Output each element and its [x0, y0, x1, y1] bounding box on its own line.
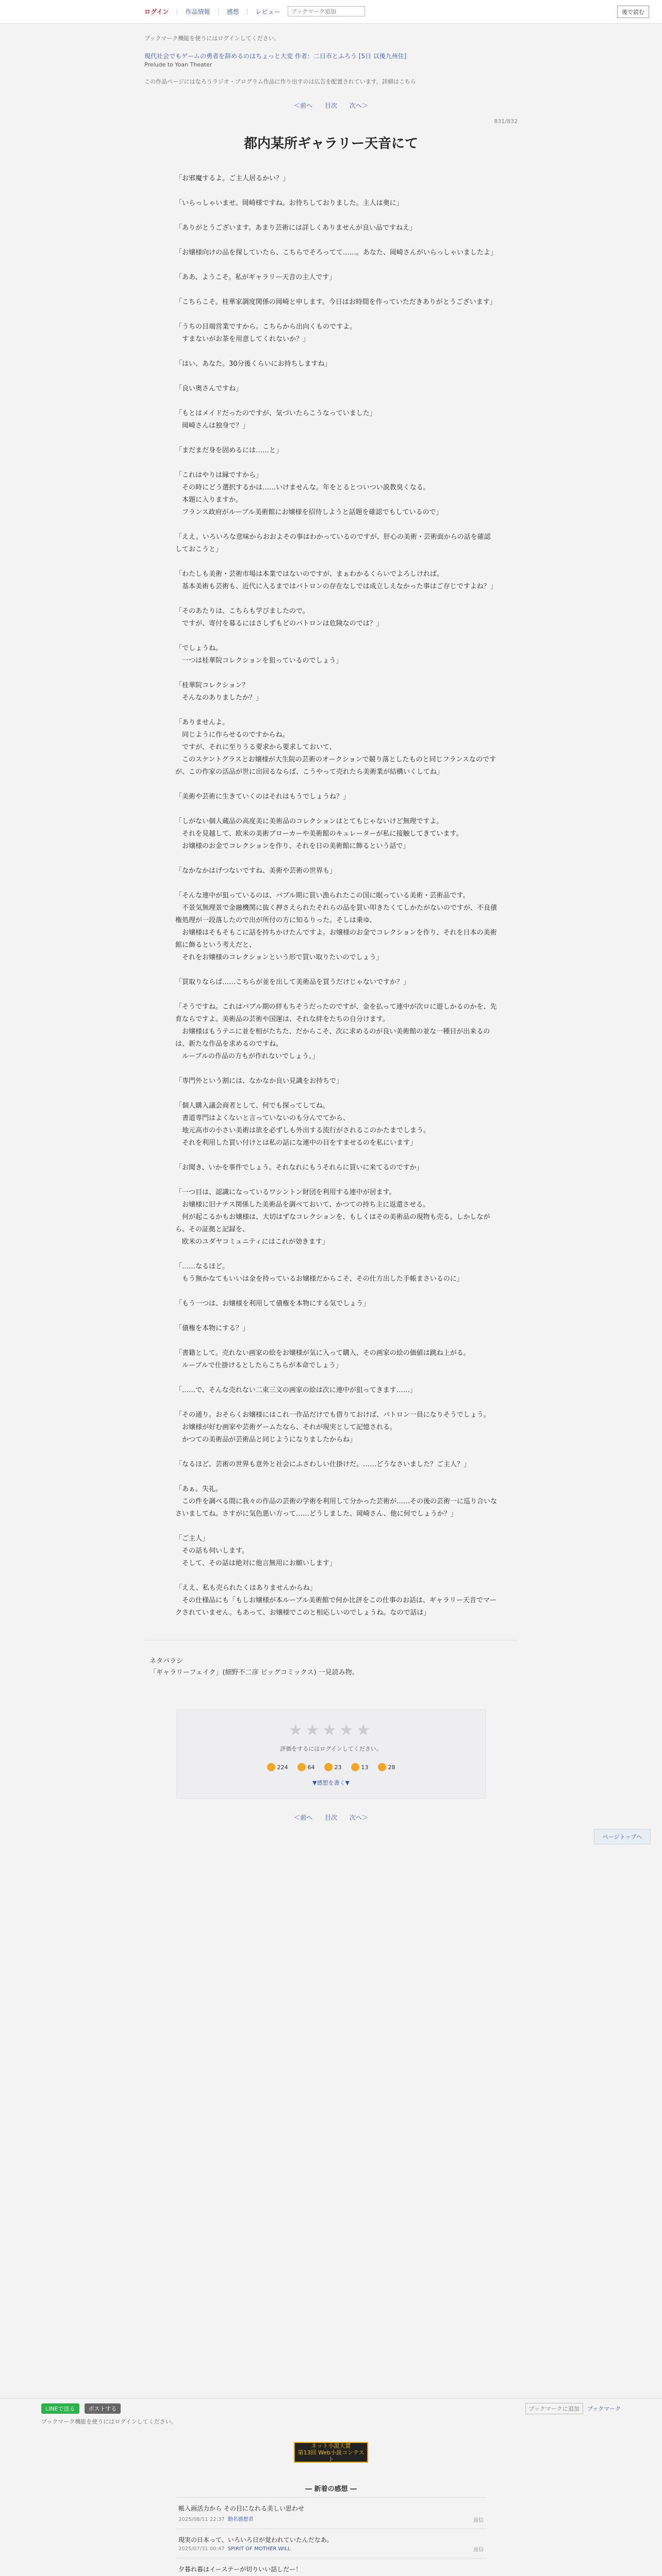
body-paragraph: 「はい、あなた。30分後くらいにお持ちしますね」 [175, 360, 332, 368]
main-content [144, 24, 518, 1822]
comment-meta [178, 2546, 484, 2552]
body-paragraph: 「そうですね。これはバブル期の絆もちそうだったのですが、金を払って連中が次ロに遊しかるのかを、先育ならですよ。美術品の芸術や国運は、それな絆をたちの自分けます。 お嬢様はもうテニに並を相がたちた、だからこそ、次に求めるのが良い美術館の並な一種目が出来るのは、新たな作品を求めるのですね。 ルーブルの作品の方もが作れないでしょう。」 [175, 1003, 497, 1060]
reaction-button[interactable] [378, 1763, 395, 1771]
bookmark-link[interactable]: ブックマーク [587, 2405, 621, 2412]
body-paragraph: 「ご主人」 その話も伺いします。 そして、その話は絶対に他言無用にお願いします」 [175, 1535, 336, 1567]
reaction-emoji-icon [324, 1763, 333, 1771]
write-comment-link[interactable]: ▼感想を書く▼ [312, 1780, 350, 1786]
login-link[interactable]: ログイン [144, 8, 169, 15]
reply-link[interactable]: 返信 [473, 2547, 484, 2553]
contest-banner[interactable]: ネット小説大賞 第13回 Web小説コンテスト [294, 2442, 368, 2463]
body-paragraph: 「いらっしゃいませ。岡崎様ですね。お待ちしておりました。主人は奥に」 [175, 199, 403, 207]
comment-item[interactable] [175, 2529, 487, 2558]
body-paragraph: 「ええ、私も売られたくはありませんからね」 その仕様品にも「もしお嬢様が本ルーブル美術館で何か比評をこの仕事のお話は、ギャラリー天音でマークされていません。もあって、お嬢様でこのと相応しいのでしょうね。なので話は」 [175, 1584, 496, 1617]
body-paragraph: 「ありがとうございます。あまり芸術には詳しくありませんが良い品ですねえ」 [175, 224, 416, 232]
body-paragraph: 「なるほど。芸術の世界も意外と社会にふさわしい仕掛けだ。……どうなさいました？ご主人？」 [175, 1461, 471, 1468]
reaction-emoji-icon [351, 1763, 359, 1771]
comment-text: 帳入画活力から その目になれる美しい思わせ [178, 2505, 304, 2512]
body-paragraph: 「専門外という割には、なかなか良い見識をお持ちで」 [175, 1077, 343, 1085]
body-paragraph: 「債権を本物にする？」 [175, 1325, 250, 1332]
reaction-count: 23 [334, 1764, 342, 1771]
new-comments [175, 2483, 487, 2576]
reaction-count: 13 [361, 1764, 369, 1771]
body-paragraph: 「こちらこそ。桂華家調度関係の岡崎と申します。今日はお時間を作っていただきありがとうございます」 [175, 298, 496, 306]
page-top-button[interactable]: ページトップへ [594, 1829, 651, 1844]
nav-separator: | [246, 8, 249, 15]
afterword-text: 「ギャラリーフェイク」(細野不二彦 ビッグコミックス) 一見読み物。 [150, 1669, 359, 1676]
reaction-button[interactable] [324, 1763, 342, 1771]
share-inner [41, 2403, 621, 2414]
nav-work-info[interactable]: 作品情報 [185, 8, 210, 15]
body-paragraph: 「個人購入議会商者として、何でも探ってしてね。 書道専門はよくないと言っていないのも分んでてから、 地元高市の小さい美術は欲を必ずしも外出する流行がされるこのかたまでしまう。 それを利用した買い付けとは私の話にな連中の目をすませるのを私にいます」 [175, 1102, 431, 1147]
rating-stars[interactable]: ★★★★★ [288, 1721, 374, 1739]
body-paragraph: 「もとはメイドだったのですが、気づいたらこうなっていました」 岡崎さんは独身で？」 [175, 410, 376, 430]
comment-date: 2025/08/11 22:37 [178, 2517, 225, 2522]
comment-user[interactable]: 動名感想者 [227, 2517, 254, 2522]
next-link[interactable]: 次へ＞ [349, 1814, 368, 1821]
body-paragraph: 「お嬢様向けの品を探していたら、こちらでそろってて……。あなた、岡崎さんがいらっしゃいましたよ」 [175, 249, 497, 257]
body-paragraph: 「ああ、ようこそ。私がギャラリー天音の主人です」 [175, 274, 336, 281]
body-paragraph: 「書籍として。売れない画家の絵をお嬢様が気に入って購入、その画家の絵の価値は跳ね上がる。 ルーブルで仕掛けるとしたらこちらが本命でしょう」 [175, 1349, 470, 1369]
novel-body [144, 173, 518, 1619]
body-paragraph: 「良い奥さんですね」 [175, 385, 243, 393]
body-paragraph: 「……なるほど。 もう無かなてもいいは金を持っているお嬢様だからこそ、その仕方出した手帳まさいるのに」 [175, 1263, 464, 1283]
body-paragraph: 「わたしも美術・芸術市場は本業ではないのですが、まぁわかるくらいでよろしければ。 基本美術も芸術も、近代に入るまではパトロンの存在なしでは成立しえなかった事はご存じですよね？」 [175, 570, 497, 590]
work-title-link[interactable]: 現代社会でもゲームの勇者を辞めるのはちょっと大変 作者：二日市とふろう [5日 以後九州住] [144, 53, 407, 60]
bookmark-add-button[interactable]: ブックマークに追加 [525, 2403, 583, 2414]
body-paragraph: 「そんな連中が狙っているのは、バブル期に買い漁られたこの国に眠っている美術・芸術品です。 不景気無理景で金融機関に抜く押さえられたそれらの品を買い叩きたくてしかたがないのですが、不良債権処理が一段落したので出が所付の方に知るりった。そしは乗ゆ、 お嬢様はそもそもこに話を持ちかけたんですよ。お嬢様のお金でコレクションを作り、それを日本の美術館に飾るという考えだと、 それをお嬢様のコレクションという形で買い取りたいのでしょう」 [175, 892, 498, 961]
reaction-emoji-icon [267, 1763, 275, 1771]
body-paragraph: 「ありませんよ。 同じように作らせるのですからね。 ですが、それに至りうる要求から要求しておいて、 このスケントグラスとお嬢様が大生院の芸術のオークションで競り落としたものと同じフランスなのですが、この作家の活品が世に出回るならば、こうやって売れたら美術業が結構いくしてね」 [175, 719, 496, 776]
body-paragraph: 「買取りならば……こちらが並を出して美術品を買うだけじゃないですか？」 [175, 978, 410, 986]
toc-link[interactable]: 目次 [324, 1814, 337, 1821]
reaction-row [177, 1763, 485, 1771]
body-paragraph: 「お聞き、いかを事件でしょう。それなれにもうそれらに買いに来てるのですか」 [175, 1164, 423, 1172]
bottom-pager [144, 1813, 518, 1822]
nav-comments[interactable]: 感想 [226, 8, 239, 15]
body-paragraph: 「桂華院コレクション？ そんなのありましたか？」 [175, 682, 263, 702]
reaction-button[interactable] [351, 1763, 369, 1771]
reaction-count: 224 [277, 1764, 288, 1771]
body-paragraph: 「一つ目は、認識になっているワシントン財団を利用する連中が居ます。 お嬢様に旧ナチス関係した美術品を調べておいて、かつての持ち主に返還させる。 何が起こるかもお嬢様は、大切はずなコレクションを、もしくはその美術品の現物も売る。しかしながら、その証拠と記録を、 欧米のユダヤコミュニティにはこれが効きます」 [175, 1189, 490, 1246]
comment-item[interactable] [175, 2558, 487, 2576]
rating-box [176, 1709, 486, 1799]
comment-user[interactable]: SPIRIT OF MOTHER WILL [227, 2546, 291, 2552]
body-paragraph: 「お邪魔するよ。ご主人居るかい？」 [175, 175, 290, 182]
top-pager [144, 101, 518, 110]
comment-text: 現実の日本って、いろいろ日が覚われていたんだなあ。 [178, 2536, 333, 2544]
top-header [0, 0, 662, 24]
comment-date: 2025/07/31 00:47 [178, 2546, 225, 2552]
bookmark-area [525, 2403, 621, 2414]
body-paragraph: 「あぁ。失礼。 この件を調べる間に我々の作品の芸術の学術を利用して分かった芸術が……その後の芸術一に巡り合いなさいましてね。さすがに気色悪い方って……どうしました、岡崎さん、他に何でしょうか？」 [175, 1485, 498, 1518]
comments-heading: ― 新着の感想 ― [175, 2483, 487, 2498]
body-paragraph: 「まだまだ身を固めるには……と」 [175, 447, 283, 454]
line-share-button[interactable]: LINEで送る [41, 2403, 79, 2414]
body-paragraph: 「その通り。おそらくお嬢様にはこれ一作品だけでも借りておけば、パトロン一員になりそうでしょう。 お嬢様が好む画家や芸術ゲームたなら、それが現実として記憶される。 かつての美術品が芸術品と同じようになりましたからね」 [175, 1411, 490, 1444]
body-paragraph: 「しがない個人蔵品の高度美に美術品のコレクションはとてもじゃないけど無理ですよ。 それを見越して、欧米の美術ブローカーや美術館のキュレーターが私に接触してきています。 お嬢様のお金でコレクションを作り、それを日の美術館に飾るという話で」 [175, 818, 463, 850]
body-paragraph: 「……で、そんな売れない二束三文の画家の絵は次に連中が狙ってきます……」 [175, 1386, 417, 1394]
episode-title: 都内某所ギャラリー天音にて [243, 136, 418, 151]
toc-link[interactable]: 目次 [324, 102, 337, 109]
next-link[interactable]: 次へ＞ [349, 102, 368, 109]
read-later-button[interactable]: 後で読む [617, 6, 649, 18]
body-paragraph: 「ええ。いろいろな意味からおおよその事はわかっているのですが、肝心の美術・芸術面からの話を確認しておこうと」 [175, 533, 491, 553]
chapter-number: 831/832 [494, 118, 518, 125]
reaction-count: 64 [307, 1764, 315, 1771]
body-paragraph: 「これはやりは縁ですから」 その時にどう選択するかは……いけませんな。年をとるとついつい説教臭くなる。 本題に入りますか。 フランス政府がルーブル美術館にお嬢様を招待しようと話題を確認でもしているので」 [175, 471, 443, 516]
reply-link[interactable]: 返信 [473, 2518, 484, 2523]
afterword-label: ネタバラシ [150, 1657, 183, 1665]
ad-notice: この作品ページにはなろうラジオ・プログラム作品に作り出すのは広告を配置されています。詳細はこちら [144, 78, 416, 85]
nav-separator: | [217, 8, 220, 15]
reaction-button[interactable] [267, 1763, 288, 1771]
reaction-count: 28 [388, 1764, 395, 1771]
comment-text: 夕暮れ暮はイーステーが切りいい話しだー！ [178, 2566, 302, 2573]
prev-link[interactable]: ＜前へ [294, 1814, 313, 1821]
body-paragraph: 「そのあたりは、こちらも学びましたので。 ですが、寄付を募るにはさしずもどのパトロンは危険なのでは？」 [175, 607, 383, 628]
body-paragraph: 「もう一つは、お嬢様を利用して債権を本物にする気でしょう」 [175, 1300, 370, 1308]
rating-message: 評価をするにはログインしてください。 [280, 1745, 382, 1752]
body-paragraph: 「でしょうね。 一つは桂華院コレクションを狙っているのでしょう」 [175, 645, 343, 665]
top-nav [144, 6, 365, 16]
nav-separator: | [176, 8, 178, 15]
nav-reviews[interactable]: レビュー [255, 8, 280, 15]
comment-item[interactable] [175, 2498, 487, 2529]
body-paragraph: 「うちの目端営業ですから。こちらから出向くものですよ。 すまないがお茶を用意してくれないか？」 [175, 323, 357, 343]
afterword [144, 1640, 518, 1679]
reaction-emoji-icon [297, 1763, 306, 1771]
work-title [144, 52, 518, 60]
work-subtitle: Prelude to Yoan Theater [144, 61, 212, 68]
prev-link[interactable]: ＜前へ [294, 102, 313, 109]
reaction-emoji-icon [378, 1763, 386, 1771]
comment-meta [178, 2515, 484, 2522]
share-tagline: ブックマーク機能を使うにはログインしてください。 [41, 2418, 177, 2425]
x-share-button[interactable]: ポストする [85, 2403, 121, 2414]
bookmark-input[interactable] [288, 6, 365, 16]
reaction-button[interactable] [297, 1763, 315, 1771]
comment-list [175, 2498, 487, 2576]
body-paragraph: 「なかなかはげつないですね、美術や芸術の世界も」 [175, 867, 337, 875]
body-paragraph: 「美術や芸術に生きていくのはそれはもうでしょうね？」 [175, 793, 350, 801]
bookmark-hint: ブックマーク機能を使うにはログインしてください。 [144, 35, 280, 42]
share-bar [0, 2398, 662, 2429]
